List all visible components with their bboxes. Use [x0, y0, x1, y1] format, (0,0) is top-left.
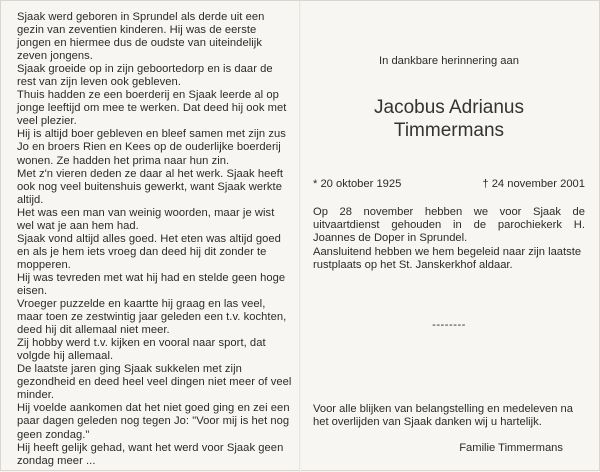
- story-paragraph: Thuis hadden ze een boerderij en Sjaak leerde al op jonge leeftijd om mee te werken. Dat deed hij ook met veel plezier.: [17, 89, 287, 128]
- story-paragraph: Hij voelde aankomen dat het niet goed ging en zei een paar dagen geleden nog tegen Jo: "Voor mij is het nog geen zondag.": [17, 402, 290, 441]
- story-paragraph: Sjaak werd geboren in Sprundel als derde uit een gezin van zeventien kinderen. Hij was de eerste jongen en hiermee dus de oudste van uiteindelijk zeven jongens.: [17, 11, 265, 63]
- life-dates: [313, 178, 585, 192]
- burial-text: Aansluitend hebben we hem begeleid naar zijn laatste rustplaats op het St. Janskerkhof aldaar.: [313, 245, 582, 271]
- thanks-text: Voor alle blijken van belangstelling en medeleven na het overlijden van Sjaak danken wij u hartelijk.: [313, 403, 573, 429]
- story-paragraph: Met z'n vieren deden ze daar al het werk. Sjaak heeft ook nog veel buitenshuis gewerkt, want Sjaak werkte altijd.: [17, 167, 283, 206]
- story-paragraph: De laatste jaren ging Sjaak sukkelen met zijn gezondheid en deed heel veel dingen niet meer of veel minder.: [17, 363, 292, 402]
- death-date: † 24 november 2001: [482, 178, 585, 190]
- deceased-surname: Timmermans: [393, 120, 505, 141]
- story-paragraph: Het was een man van weinig woorden, maar je wist wel wat je aan hem had.: [17, 206, 275, 232]
- birth-date: * 20 oktober 1925: [313, 178, 402, 190]
- deceased-name: [313, 96, 585, 142]
- story-paragraph: Sjaak groeide op in zijn geboortedorp en is daar de rest van zijn leven ook gebleven.: [17, 63, 273, 89]
- dedication-line: In dankbare herinnering aan: [379, 55, 519, 67]
- deceased-given-names: Jacobus Adrianus: [374, 97, 524, 118]
- life-story: [17, 11, 293, 468]
- card-fold: [299, 1, 301, 472]
- story-paragraph: Hij was tevreden met wat hij had en stelde geen hoge eisen.: [17, 271, 286, 297]
- divider: --------: [432, 319, 466, 331]
- story-paragraph: Hij is altijd boer gebleven en bleef samen met zijn zus Jo en broers Rien en Kees op de ouderlijke boerderij wonen. Ze hadden het prima naar hun zin.: [17, 128, 286, 167]
- funeral-service-text: Op 28 november hebben we voor Sjaak de uitvaartdienst gehouden in de parochiekerk H. Joannes de Doper in Sprundel.: [313, 206, 585, 245]
- story-paragraph: Hij heeft gelijk gehad, want het werd voor Sjaak geen zondag meer ...: [17, 441, 284, 467]
- story-paragraph: Sjaak vond altijd alles goed. Het eten was altijd goed en als je hem iets vroeg dan deed hij dit zonder te mopperen.: [17, 232, 281, 271]
- family-signature: Familie Timmermans: [459, 442, 563, 454]
- funeral-info: [313, 206, 585, 272]
- story-paragraph: Zij hobby werd t.v. kijken en vooral naar sport, dat volgde hij allemaal.: [17, 337, 266, 363]
- story-paragraph: Vroeger puzzelde en kaartte hij graag en las veel, maar toen ze zestwintig jaar geleden een t.v. kochten, deed hij dit allemaal niet meer.: [17, 298, 287, 337]
